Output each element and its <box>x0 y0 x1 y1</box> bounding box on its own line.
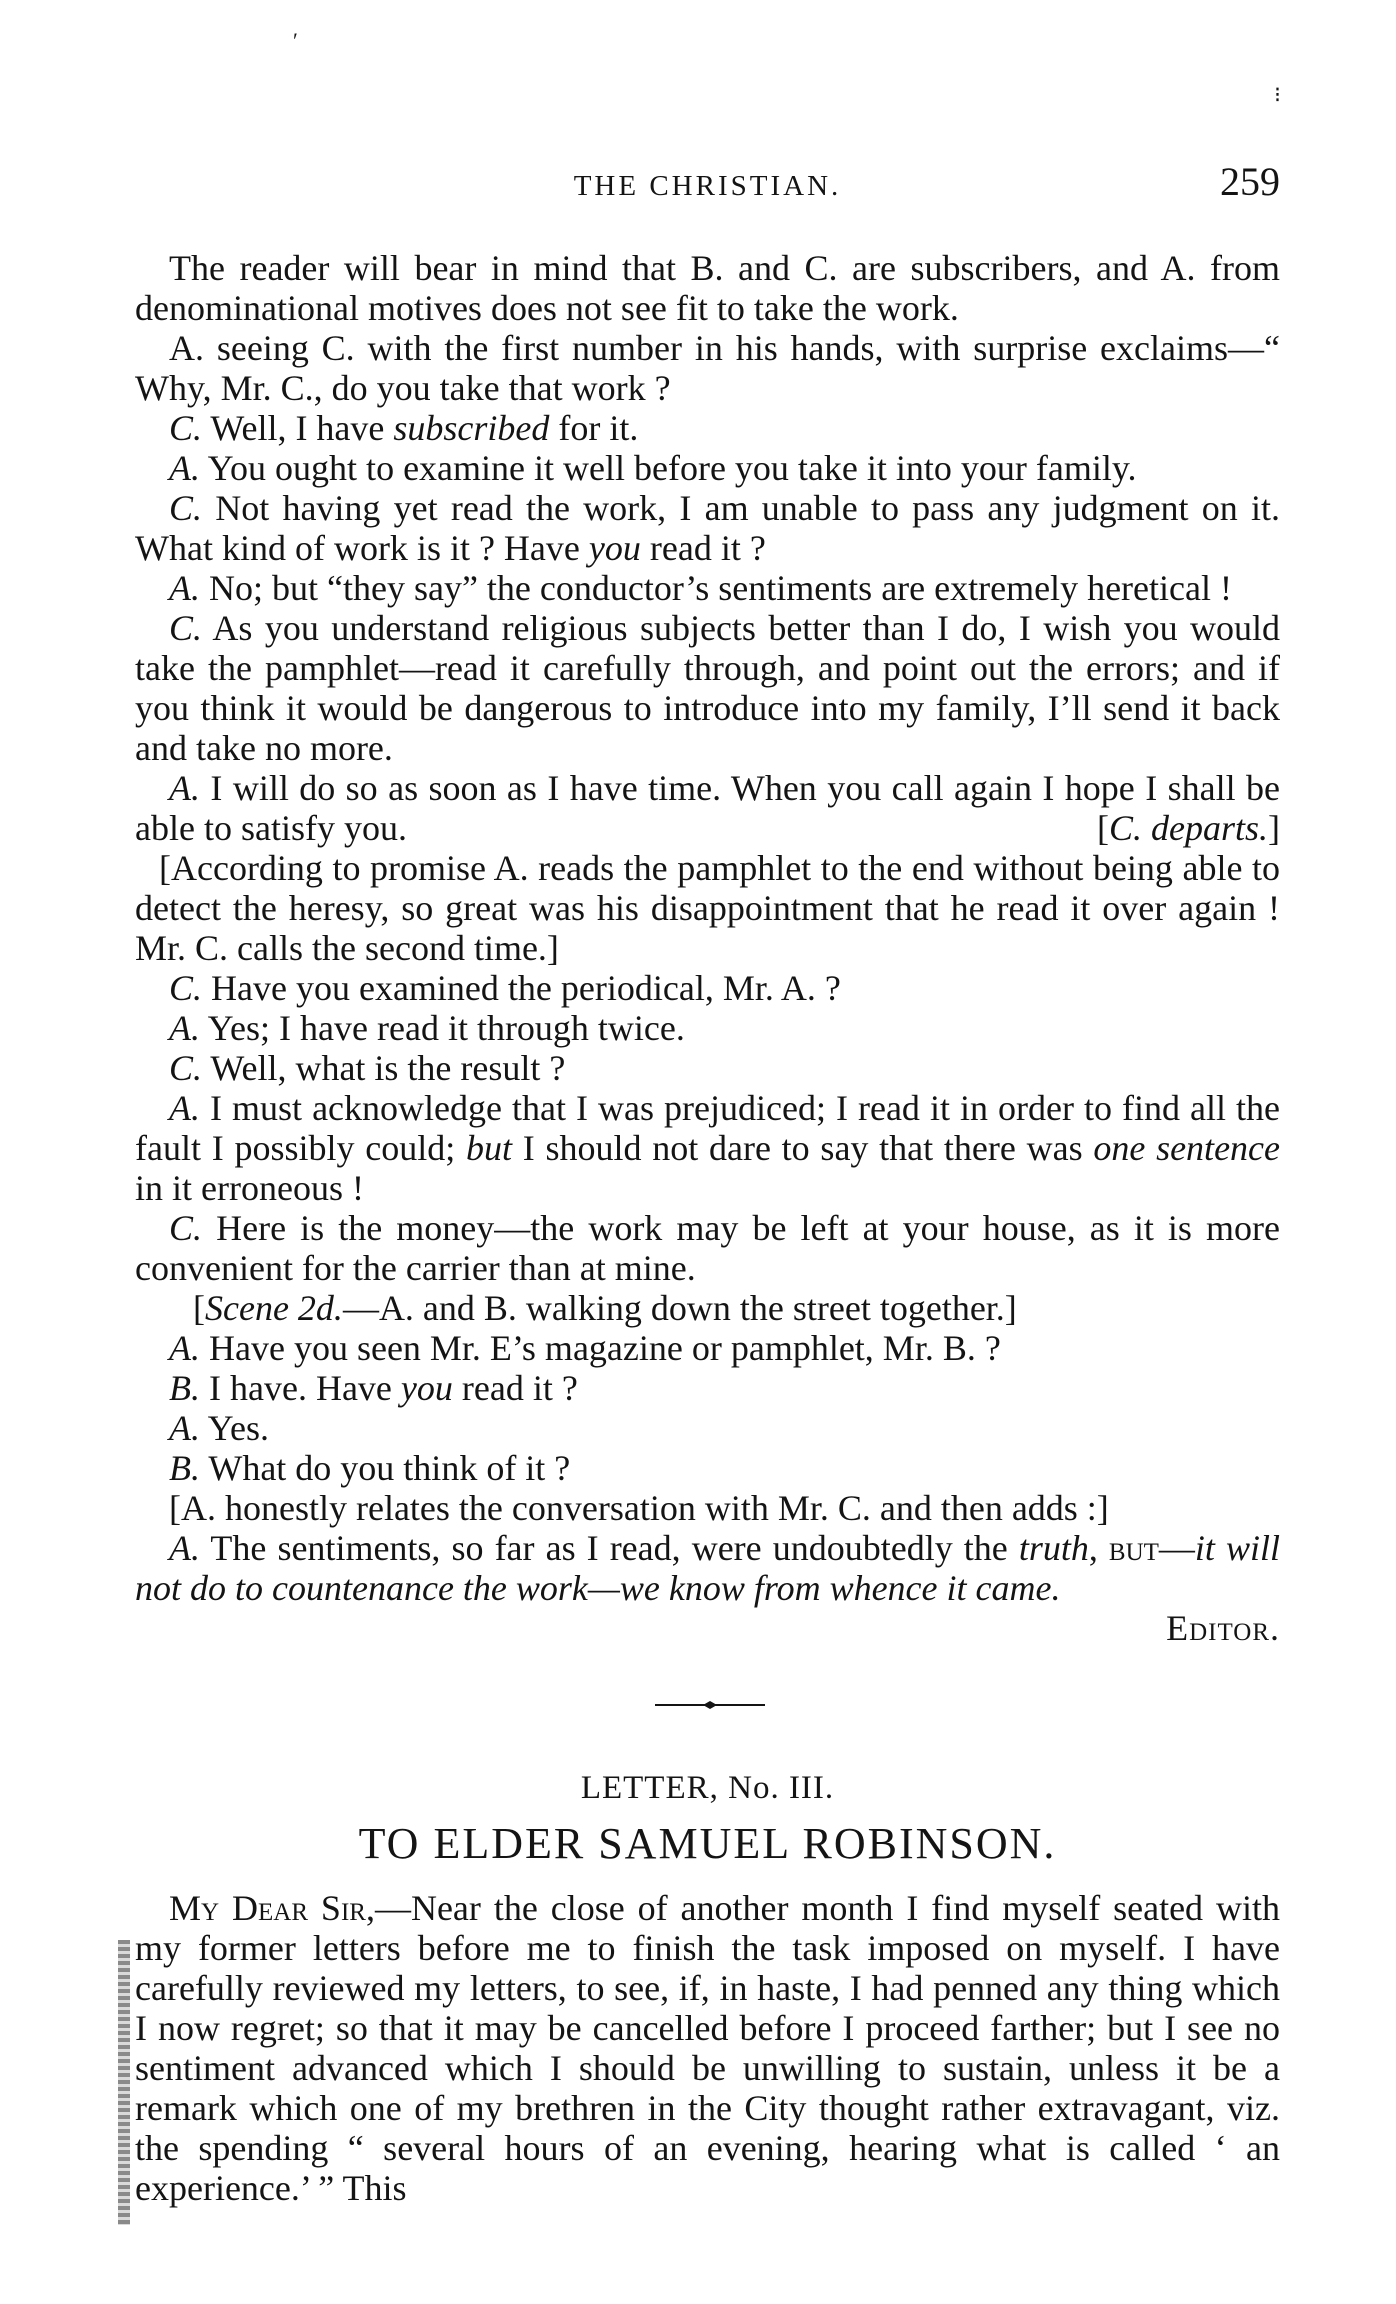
dialogue-paragraph: C. Here is the money—the work may be left at your house, as it is more convenient for the carrier than at mine. <box>135 1208 1280 1288</box>
dialogue-paragraph: A. seeing C. with the first number in his hands, with surprise exclaims—“ Why, Mr. C., do you take that work ? <box>135 328 1280 408</box>
dialogue-paragraph: [According to promise A. reads the pamphlet to the end without being able to detect the heresy, so great was his disappointment that he read it over again ! Mr. C. calls the second time.] <box>135 848 1280 968</box>
dialogue-paragraph: C. Not having yet read the work, I am unable to pass any judgment on it. What kind of work is it ? Have you read it ? <box>135 488 1280 568</box>
dialogue-paragraph: C. As you understand religious subjects better than I do, I wish you would take the pamphlet—read it carefully through, and point out the errors; and if you think it would be dangerous to introduce into my family, I’ll send it back and take no more. <box>135 608 1280 768</box>
print-speck: ′ <box>293 28 298 53</box>
dialogue-paragraph: A. You ought to examine it well before you take it into your family. <box>169 448 1137 488</box>
dialogue-paragraph: A. Yes. <box>169 1408 270 1448</box>
letter-paragraph <box>135 1888 1280 2208</box>
salutation: My Dear Sir, <box>169 1888 375 1928</box>
dialogue-paragraph: A. No; but “they say” the conductor’s sentiments are extremely heretical ! <box>169 568 1232 608</box>
dialogue-section <box>135 248 1280 1648</box>
dialogue-paragraph: C. Have you examined the periodical, Mr. A. ? <box>169 968 841 1008</box>
page-number: 259 <box>1220 159 1280 204</box>
section-divider-ornament <box>655 1700 765 1710</box>
dialogue-paragraph: C. Well, I have subscribed for it. <box>169 408 639 448</box>
dialogue-paragraph: [A. honestly relates the conversation with Mr. C. and then adds :] <box>169 1488 1109 1528</box>
running-head: THE CHRISTIAN. <box>573 170 842 202</box>
dialogue-paragraph: B. I have. Have you read it ? <box>169 1368 578 1408</box>
print-speck: ⁝ <box>1274 82 1281 107</box>
dialogue-paragraph: A. I must acknowledge that I was prejudiced; I read it in order to find all the fault I possibly could; but I should not dare to say that there was one sentence in it erroneous ! <box>135 1088 1280 1208</box>
dialogue-paragraph: A. The sentiments, so far as I read, were undoubtedly the truth, but—it will not do to countenance the work—we know from whence it came. <box>135 1528 1280 1608</box>
letter-number: LETTER, No. III. <box>580 1770 835 1806</box>
letter-title: TO ELDER SAMUEL ROBINSON. <box>358 1819 1057 1868</box>
dialogue-paragraph: A. Have you seen Mr. E’s magazine or pamphlet, Mr. B. ? <box>169 1328 1001 1368</box>
dialogue-paragraph: B. What do you think of it ? <box>169 1448 571 1488</box>
page-header <box>135 158 1280 206</box>
dialogue-paragraph: A. Yes; I have read it through twice. <box>169 1008 685 1048</box>
letter-body-text: —Near the close of another month I find myself seated with my former letters before me to finish the task imposed on myself. I have carefully reviewed my letters, to see, if, in haste, I had penned any thing which I now regret; so that it may be cancelled before I proceed farther; but I see no sentiment advanced which I should be unwilling to sustain, unless it be a remark which one of my brethren in the City thought rather extravagant, viz. the spending “ several hours of an evening, hearing what is called ‘ an experience.’ ” This <box>135 1888 1280 2208</box>
margin-stamp <box>118 1940 130 2225</box>
dialogue-paragraph: [Scene 2d.—A. and B. walking down the street together.] <box>193 1288 1017 1328</box>
editor-signature: Editor. <box>1166 1608 1280 1648</box>
dialogue-paragraph: A. I will do so as soon as I have time. When you call again I hope I shall be able to satisfy you. [C. departs.] <box>135 768 1280 848</box>
letter-body <box>135 1888 1280 2208</box>
dialogue-paragraph: C. Well, what is the result ? <box>169 1048 566 1088</box>
dialogue-paragraph: The reader will bear in mind that B. and C. are subscribers, and A. from denominational motives does not see fit to take the work. <box>135 248 1280 328</box>
